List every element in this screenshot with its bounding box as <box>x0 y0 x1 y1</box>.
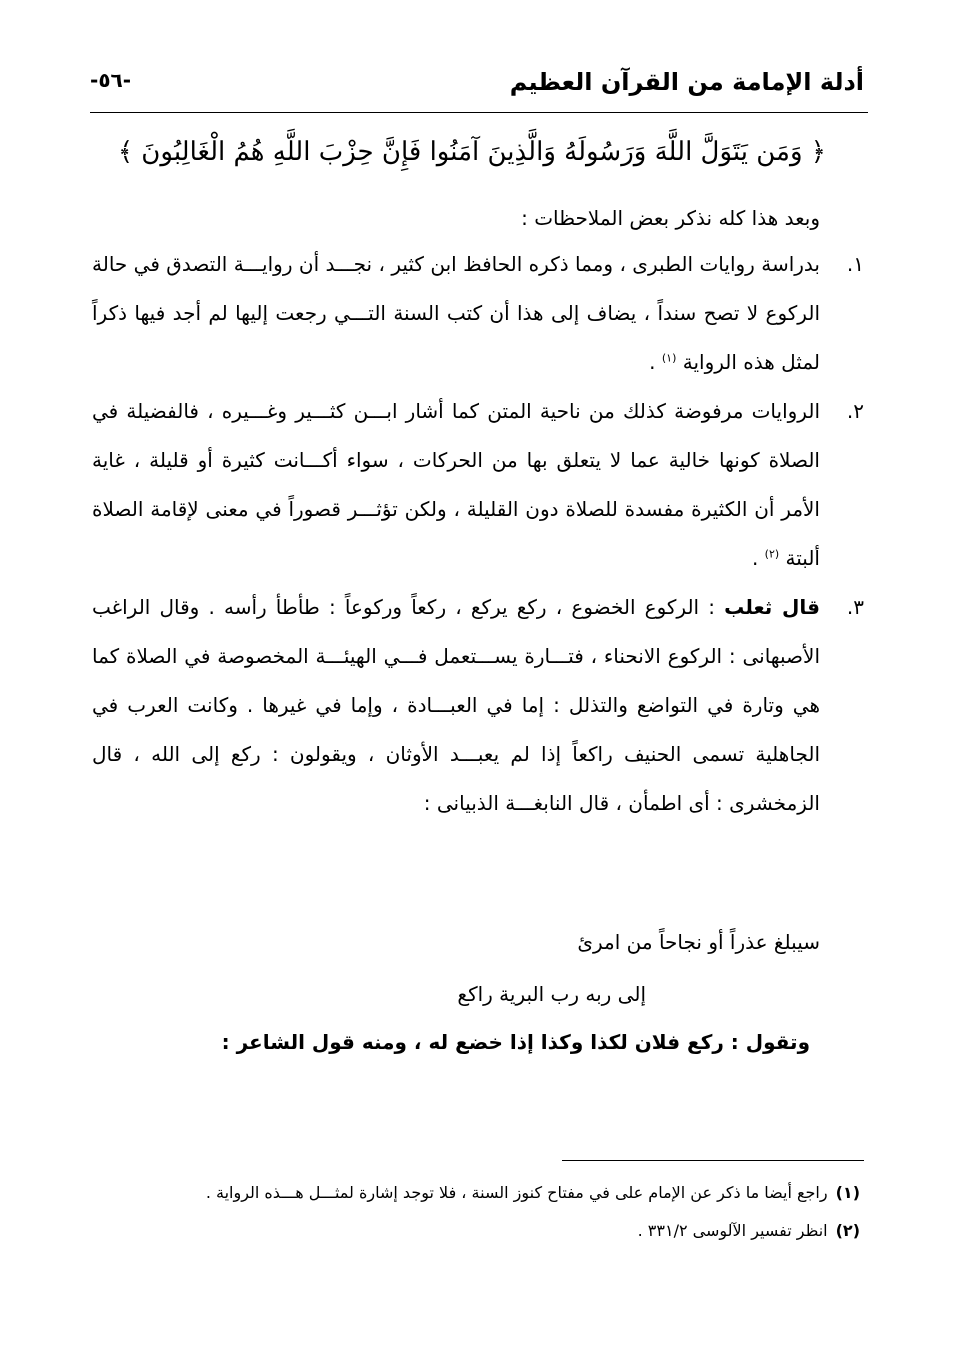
poem-line: سيبلغ عذراً أو نجاحاً من امرئ <box>577 930 820 954</box>
list-item-number: ٣. <box>846 595 864 619</box>
footnote-ref: (٢) <box>764 547 780 561</box>
footnote <box>92 1174 860 1212</box>
poem-line: إلى ربه رب البرية راكع <box>457 982 646 1006</box>
list-item-end: . <box>751 546 765 570</box>
quran-verse: ﴿ وَمَن يَتَوَلَّ اللَّهَ وَرَسُولَهُ وَالَّذِينَ آمَنُوا فَإِنَّ حِزْبَ اللَّهِ هُمُ الْغَالِبُونَ ﴾ <box>117 137 826 167</box>
footnote <box>92 1212 860 1250</box>
footnote-number: (١) <box>835 1183 860 1202</box>
list-item <box>92 583 864 828</box>
header-divider <box>90 112 868 113</box>
bold-statement: وتقول : ركع فلان لكذا وكذا إذا خضع له ، ومنه قول الشاعر : <box>221 1030 810 1054</box>
list-item-text: : الركوع الخضوع ، ركع يركع ، ركعاً وركوعاً : طأطأ رأسه . وقال الراغب الأصبهانى : الركوع الانحناء ، فتـــارة يســـتعمل فـــي الهيئـــة المخصوصة في الصلاة كما هي وتارة في التواضع والتذلل : إما في العبـــادة ، وإما في غيرها . وكانت العرب في الجاهلية تسمى الحنيف راكعاً إذا لم يعبـــد الأوثان ، ويقولون : ركع إلى الله ، قال الزمخشرى : أى اطمأن ، قال النابغـــة الذبيانى : <box>92 595 820 815</box>
list-item-text: بدراسة روايات الطبرى ، ومما ذكره الحافظ ابن كثير ، نجـــد أن روايـــة التصدق في حالة الركوع لا تصح سنداً ، يضاف إلى هذا أن كتب السنة التـــي رجعت إليها لم أجد فيها ذكراً لمثل هذه الرواية <box>92 252 820 374</box>
footnote-ref: (١) <box>661 351 677 365</box>
list-item-text: الروايات مرفوضة كذلك من ناحية المتن كما أشار ابـــن كثـــير وغـــيره ، فالفضيلة في الصلاة كونها خالية عما لا يتعلق بها من الحركات ، سواء أكـــانت كثيرة أو قليلة ، غاية الأمر أن الكثيرة مفسدة للصلاة دون القليلة ، ولكن تؤثـــر قصوراً في معنى لإقامة الصلاة ألبتة <box>92 399 820 570</box>
footnotes <box>92 1174 860 1250</box>
footnote-number: (٢) <box>835 1221 860 1240</box>
footnote-text: انظر تفسير الآلوسى ٣٣١/٢ . <box>637 1221 828 1240</box>
footnote-divider <box>562 1160 864 1161</box>
notes-list <box>92 240 864 828</box>
list-item-lead: قال ثعلب <box>724 595 820 619</box>
list-item-end: . <box>649 350 662 374</box>
running-title: أدلة الإمامة من القرآن العظيم <box>509 68 864 96</box>
list-item-number: ١. <box>846 252 864 276</box>
list-item <box>92 387 864 583</box>
page-number: -٥٦- <box>90 68 132 92</box>
list-item <box>92 240 864 387</box>
page-header <box>90 62 864 106</box>
list-item-number: ٢. <box>846 399 864 423</box>
intro-paragraph: وبعد هذا كله نذكر بعض الملاحظات : <box>521 206 820 230</box>
footnote-text: راجع أيضا ما ذكر عن الإمام على في مفتاح كنوز السنة ، فلا توجد إشارة لمثـــل هـــذه الرواية . <box>205 1183 828 1202</box>
